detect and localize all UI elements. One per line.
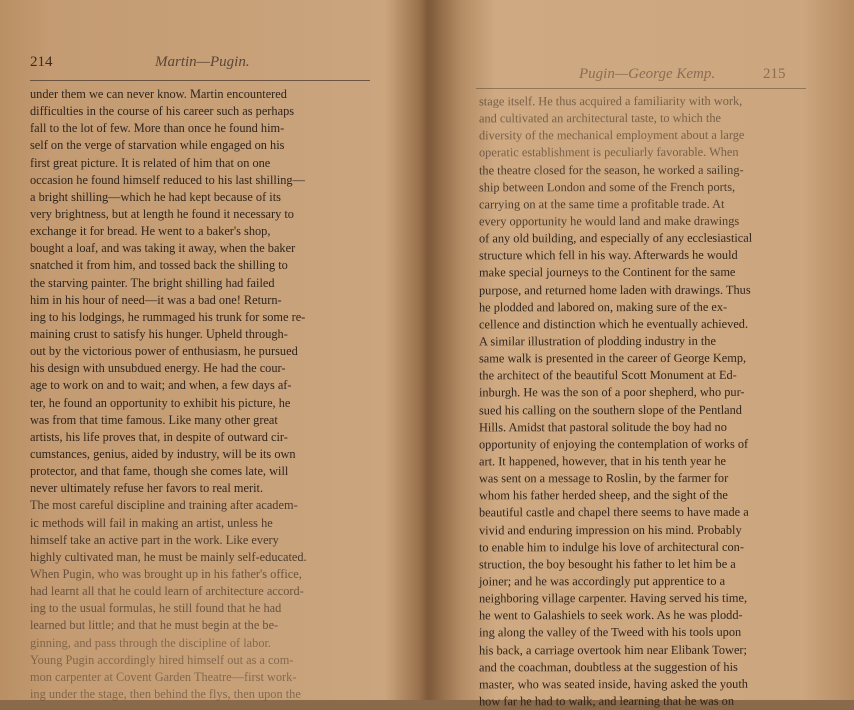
left-text-line: very brightness, but at length he found it necessary to [30,206,294,221]
left-text-line: under them we can never know. Martin encountered [30,87,287,101]
right-page-number: 215 [763,66,786,82]
left-text-line: the starving painter. The bright shilling had failed [30,275,275,290]
right-text-line: every opportunity he would land and make drawings [479,213,740,229]
left-text-line: ter, he found an opportunity to exhibit his picture, he [30,395,291,410]
left-page [0,0,425,700]
right-text-line: same walk is presented in the career of George Kemp, [479,350,747,366]
right-text-line: of any old building, and especially of any ecclesiastical [479,230,753,246]
right-text-line: make special journeys to the Continent for the same [479,265,736,280]
left-text-line: out by the victorious power of enthusiasm, he pursued [30,344,298,359]
right-text-line: Hills. Amidst that pastoral solitude the boy had no [479,419,727,435]
right-text-line: vivid and enduring impression on his mind. Probably [479,522,742,537]
right-text-line: opportunity of enjoying the contemplation of works of [479,436,749,452]
right-text-line: ship between London and some of the French ports, [479,179,736,195]
right-running-head: Pugin—George Kemp. [579,66,716,82]
right-text-line: carrying on at the same time a profitable trade. At [479,196,725,212]
left-text-line: Young Pugin accordingly hired himself out as a com- [30,652,294,667]
left-text-line: maining crust to satisfy his hunger. Upheld through- [30,326,288,341]
right-text-line: the architect of the beautiful Scott Monument at Ed- [479,368,737,383]
right-text-line: and the coachman, doubtless at the suggestion of his [479,659,738,674]
left-text-line: ginning, and pass through the discipline of labor. [30,635,272,650]
left-text-line: ing to his lodgings, he rummaged his trunk for some re- [30,309,306,324]
left-text-line: ing to the usual formulas, he still found that he had [30,601,282,616]
left-text-line: exchange it for bread. He went to a baker's shop, [30,224,271,239]
right-text-line: operatic establishment is peculiarly favorable. When [479,145,739,160]
left-text-line: artists, his life proves that, in despite of outward cir- [30,429,288,444]
left-page-text [30,86,376,703]
right-text-line: master, who was seated inside, having asked the youth [479,676,748,692]
right-text-line: neighboring village carpenter. Having served his time, [479,590,748,606]
right-text-line: struction, the boy besought his father to let him be a [479,556,736,572]
right-text-line: he plodded and labored on, making sure of the ex- [479,299,728,315]
left-text-line: cumstances, genius, aided by industry, will be its own [30,446,296,461]
right-text-line: to enable him to indulge his love of architectural con- [479,539,744,555]
left-text-line: occasion he found himself reduced to his last shilling— [30,172,305,187]
right-text-line: art. It happened, however, that in his tenth year he [479,453,726,469]
left-text-line: When Pugin, who was brought up in his father's office, [30,566,302,581]
left-text-line: highly cultivated man, he must be mainly self-educated. [30,549,307,564]
left-text-line: snatched it from him, and tossed back the shilling to [30,258,288,273]
left-text-line: him in his hour of need—it was a bad one! Return- [30,292,282,307]
left-text-line: ing under the stage, then behind the flys, then upon the [30,686,301,701]
right-text-line: he went to Galashiels to seek work. As he was plodd- [479,608,743,623]
left-header-rule [30,80,370,81]
left-text-line: his design with unsubdued energy. He had the cour- [30,361,286,376]
left-text-line: a bright shilling—which he had kept because of its [30,189,281,204]
left-text-line: protector, and that fame, though she comes late, will [30,464,289,479]
left-text-line: difficulties in the course of his career such as perhaps [30,104,295,119]
right-text-line: how far he had to walk, and learning that he was on [479,693,735,709]
right-header-rule [476,88,806,89]
left-text-line: learned but little; and that he must begin at the be- [30,618,279,633]
left-running-head: Martin—Pugin. [155,54,250,70]
left-text-line: was from that time famous. Like many other great [30,412,278,427]
right-text-line: was sent on a message to Roslin, by the farmer for [479,470,729,486]
left-page-number: 214 [30,54,53,70]
right-text-line: purpose, and returned home laden with drawings. Thus [479,282,751,297]
left-text-line: ic methods will fail in making an artist, unless he [30,515,273,530]
left-text-line: The most careful discipline and training after academ- [30,498,298,513]
right-text-line: beautiful castle and chapel there seems to have made a [479,505,749,520]
left-text-line: fall to the lot of few. More than once he found him- [30,121,285,136]
left-text-line: age to work on and to wait; and when, a few days af- [30,378,292,393]
right-text-line: joiner; and he was accordingly put apprentice to a [479,573,726,589]
right-page [428,0,854,709]
left-text-line: bought a loaf, and was taking it away, when the baker [30,241,296,256]
right-text-line: the theatre closed for the season, he worked a sailing- [479,162,744,177]
right-text-line: and cultivated an architectural taste, to which the [479,110,721,126]
right-text-line: structure which fell in his way. Afterwards he would [479,248,738,263]
right-text-line: stage itself. He thus acquired a familiarity with work, [479,93,743,109]
right-text-line: his back, a carriage overtook him near Elibank Tower; [479,642,747,657]
right-text-line: sued his calling on the southern slope of the Pentland [479,402,742,417]
left-text-line: himself take an active part in the work. Like every [30,532,279,547]
left-text-line: first great picture. It is related of him that on one [30,155,271,170]
left-text-line: mon carpenter at Covent Garden Theatre—first work- [30,669,297,684]
right-page-text [479,93,818,710]
right-text-line: diversity of the mechanical employment about a large [479,128,745,143]
right-text-line: ing along the valley of the Tweed with his tools upon [479,625,742,640]
right-text-line: cellence and distinction which he eventually achieved. [479,316,749,332]
left-text-line: never ultimately refuse her favors to real merit. [30,481,264,496]
right-text-line: A similar illustration of plodding industry in the [479,333,716,349]
left-text-line: self on the verge of starvation while engaged on his [30,138,285,153]
left-text-line: had learnt all that he could learn of architecture accord- [30,584,304,599]
right-text-line: inburgh. He was the son of a poor shepherd, who pur- [479,385,745,400]
right-text-line: whom his father herded sheep, and the sight of the [479,488,728,503]
